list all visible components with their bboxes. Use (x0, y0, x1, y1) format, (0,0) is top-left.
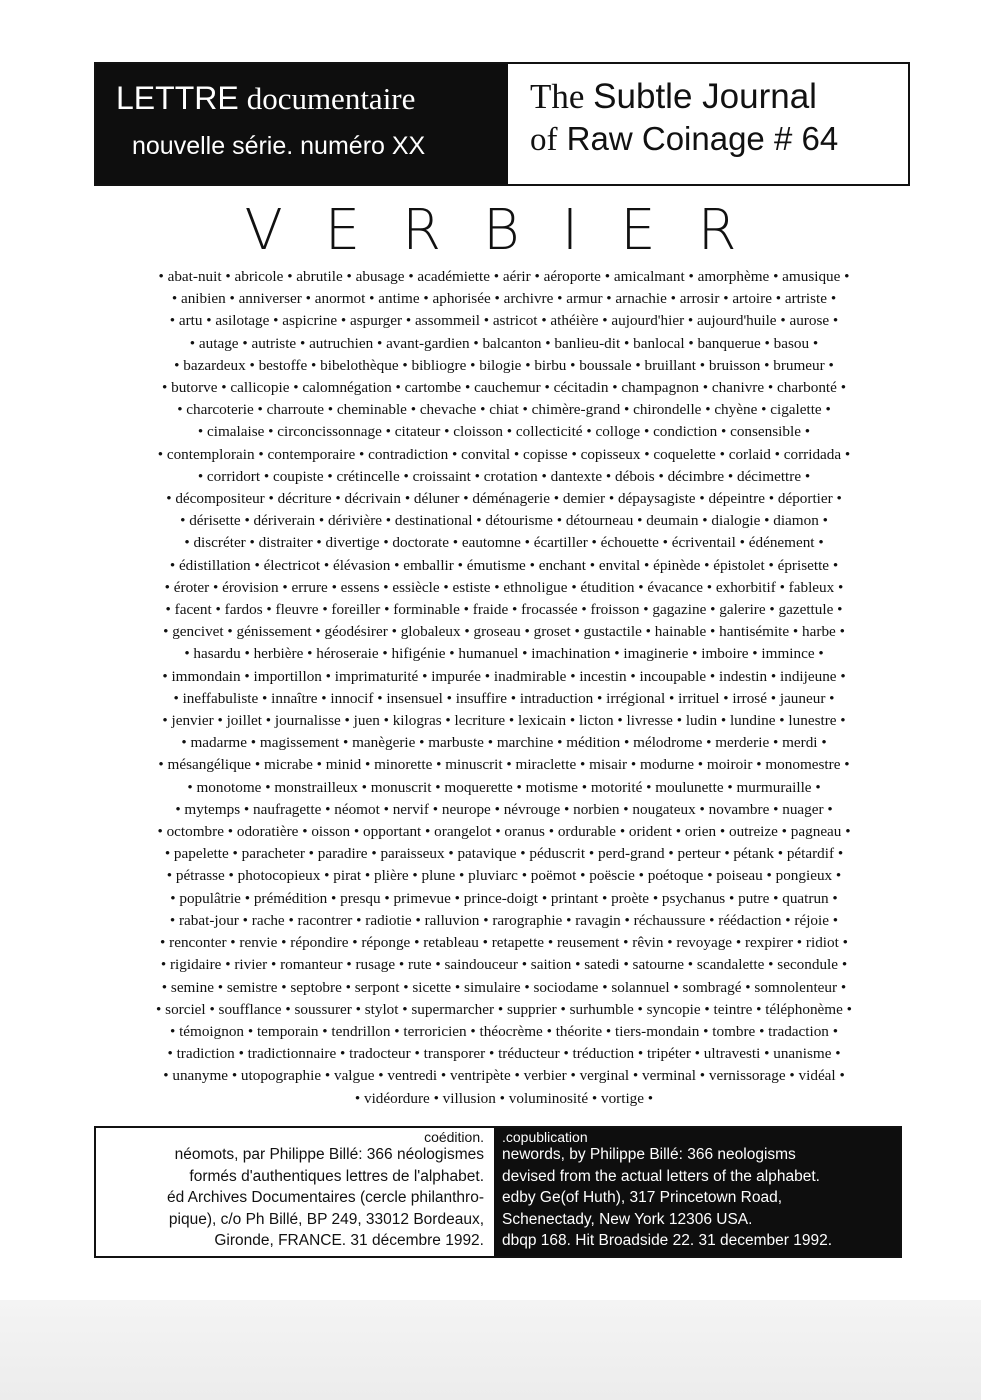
word-line: • sorciel • soufflance • soussurer • stylot • supermarcher • supprier • surhumble • syncopie • teintre • téléphonème • (156, 1000, 852, 1018)
colophon-french-line: néomots, par Philippe Billé: 366 néologismes (174, 1146, 484, 1163)
masthead-subtle-journal: Subtle Journal (593, 77, 817, 116)
colophon-french-tag: coédition. (424, 1129, 484, 1145)
masthead-english-line2 (530, 118, 908, 161)
word-line: • tradiction • tradictionnaire • tradocteur • transporer • tréducteur • tréduction • tripéter • ultravesti • unanisme • (167, 1045, 841, 1063)
colophon-english-line: Schenectady, New York 12306 USA. (502, 1210, 753, 1228)
masthead-raw-coinage: Raw Coinage # 64 (566, 120, 839, 157)
word-line: • contemplorain • contemporaire • contradiction • convital • copisse • copisseux • coquelette • corlaid • corridada • (157, 445, 851, 463)
word-line: • ineffabuliste • innaître • innocif • insensuel • insuffire • intraduction • irrégional • irrituel • irrosé • jauneur • (173, 689, 835, 707)
word-list (74, 266, 934, 1110)
word-line: • rabat-jour • rache • racontrer • radiotie • ralluvion • rarographie • ravagin • réchaussure • réédaction • réjoie • (169, 911, 839, 929)
word-line: • gencivet • génissement • géodésirer • globaleux • groseau • groset • gustactile • hainable • hantisémite • harbe • (163, 623, 845, 641)
page-edge (0, 1300, 981, 1400)
word-line: • édistillation • électricot • élévasion • emballir • émutisme • enchant • envital • épinède • épistolet • éprisette • (169, 556, 839, 574)
word-line: • abat-nuit • abricole • abrutile • abusage • académiette • aérir • aéroporte • amicalmant • amorphème • amusique • (158, 268, 850, 285)
masthead-the: The (530, 77, 585, 116)
word-line: • populâtrie • prémédition • presqu • primevue • prince-doigt • printant • proète • psychanus • putre • quatrun • (170, 889, 838, 907)
word-line: • artu • asilotage • aspicrine • aspurger • assommeil • astricot • athéière • aujourd'hier • aujourd'huile • aurose • (169, 312, 839, 330)
masthead (94, 62, 910, 186)
word-line: • rigidaire • rivier • romanteur • rusage • rute • saindouceur • saition • satedi • satourne • scandalette • secondule • (160, 956, 848, 974)
colophon-french-line: pique), c/o Ph Billé, BP 249, 33012 Bordeaux, (168, 1210, 484, 1228)
word-line: • unanyme • utopographie • valgue • ventredi • ventripète • verbier • verginal • verminal • vernissorage • vidéal • (163, 1067, 845, 1085)
word-line: • immondain • importillon • imprimaturité • impurée • inadmirable • incestin • incoupable • indestin • indijeune • (162, 667, 846, 685)
word-line: • hasardu • herbière • héroseraie • hifigénie • humanuel • imachination • imaginerie • imboire • immince • (184, 645, 824, 663)
colophon-french-line: Gironde, FRANCE. 31 décembre 1992. (214, 1232, 484, 1249)
word-line: • pétrasse • photocopieux • pirat • plière • plune • pluviarc • poëmot • poëscie • poétoque • poiseau • pongieux • (166, 867, 842, 885)
word-line: • dérisette • dériverain • dérivière • destinational • détourisme • détourneau • deumain • dialogie • diamon • (180, 512, 828, 530)
word-line: • butorve • callicopie • calomnégation • cartombe • cauchemur • cécitadin • champagnon • chanivre • charbonté • (161, 379, 847, 397)
word-line: • bazardeux • bestoffe • bibelothèque • bibliogre • bilogie • birbu • boussale • bruillant • bruisson • brumeur • (174, 356, 834, 374)
word-line: • facent • fardos • fleuvre • foreiller • forminable • fraide • frocassée • froisson • gagazine • galerire • gazettule • (165, 601, 843, 619)
colophon-french-line: formés d'authentiques lettres de l'alphabet. (189, 1167, 484, 1185)
colophon-english-line: dbqp 168. Hit Broadside 22. 31 december 1992. (502, 1232, 833, 1249)
colophon-english-line: edby Ge(of Huth), 317 Princetown Road, (502, 1189, 783, 1206)
word-line: • semine • semistre • septobre • serpont • sicette • simulaire • sociodame • solannuel • sombragé • somnolenteur • (161, 978, 847, 996)
word-line: • mytemps • naufragette • néomot • nervif • neurope • névrouge • norbien • nougateux • novambre • nuager • (175, 800, 833, 818)
word-line: • octombre • odoratière • oisson • opportant • orangelot • oranus • ordurable • orident • orien • outreize • pagneau • (157, 823, 851, 841)
word-line: • autage • autriste • autruchien • avant-gardien • balcanton • banlieu-dit • banlocal • banquerue • basou • (189, 334, 819, 352)
word-line: • mésangélique • micrabe • minid • minorette • minuscrit • miraclette • misair • modurne • moiroir • monomestre • (158, 756, 850, 774)
word-line: • discréter • distraiter • divertige • doctorate • eautomne • écartiller • échouette • écriventail • édénement • (184, 534, 824, 552)
masthead-english-line1 (530, 76, 908, 118)
word-line: • décompositeur • décriture • décrivain • déluner • déménagerie • demier • dépaysagiste • dépeintre • déportier • (166, 490, 842, 508)
masthead-french-title (116, 78, 508, 119)
masthead-lettre: LETTRE (116, 80, 239, 116)
colophon-french (96, 1128, 494, 1256)
word-line: • éroter • érovision • errure • essens • essiècle • estiste • ethnoligue • étudition • évacance • exhorbitif • fableux • (164, 578, 844, 596)
colophon-english (494, 1128, 900, 1256)
word-line: • charcoterie • charroute • cheminable • chevache • chiat • chimère-grand • chirondelle • chyène • cigalette • (177, 401, 831, 419)
colophon-english-line: devised from the actual letters of the alphabet. (502, 1167, 820, 1185)
masthead-english-panel (508, 64, 908, 184)
word-line: • monotome • monstrailleux • monuscrit • moquerette • motisme • motorité • moulunette • murmuraille • (187, 778, 821, 796)
colophon-english-line: newords, by Philippe Billé: 366 neologisms (502, 1146, 796, 1163)
word-line: • témoignon • temporain • tendrillon • terroricien • théocrème • théorite • tiers-mondain • tombre • tradaction • (169, 1022, 839, 1040)
word-line: • renconter • renvie • répondire • réponge • retableau • retapette • reusement • rêvin • revoyage • rexpirer • ridiot • (160, 934, 848, 952)
masthead-of: of (530, 122, 558, 158)
masthead-issue: nouvelle série. numéro XX (132, 132, 426, 160)
masthead-documentaire: documentaire (246, 81, 416, 116)
word-line: • cimalaise • circoncissonnage • citateur • cloisson • collecticité • colloge • condiction • consensible • (197, 423, 811, 441)
masthead-french-panel (96, 64, 508, 184)
word-line: • papelette • paracheter • paradire • paraisseux • patavique • péduscrit • perd-grand • perteur • pétank • pétardif • (164, 845, 844, 863)
word-line: • corridort • coupiste • crétincelle • croissaint • crotation • dantexte • débois • décimbre • décimettre • (197, 467, 811, 485)
word-line: • jenvier • joillet • journalisse • juen • kilogras • lecriture • lexicain • licton • livresse • ludin • lundine • lunestre • (162, 712, 846, 730)
page-title: VERBIER (244, 198, 779, 263)
word-line: • anibien • anniverser • anormot • antime • aphorisée • archivre • armur • arnachie • arrosir • artoire • artriste • (171, 290, 837, 308)
colophon (94, 1126, 902, 1258)
colophon-french-line: éd Archives Documentaires (cercle philanthro- (166, 1189, 484, 1206)
word-line: • vidéordure • villusion • voluminosité • vortige • (354, 1089, 654, 1107)
colophon-english-tag: .copublication (502, 1129, 588, 1145)
word-line: • madarme • magissement • manègerie • marbuste • marchine • médition • mélodrome • merderie • merdi • (181, 734, 827, 752)
